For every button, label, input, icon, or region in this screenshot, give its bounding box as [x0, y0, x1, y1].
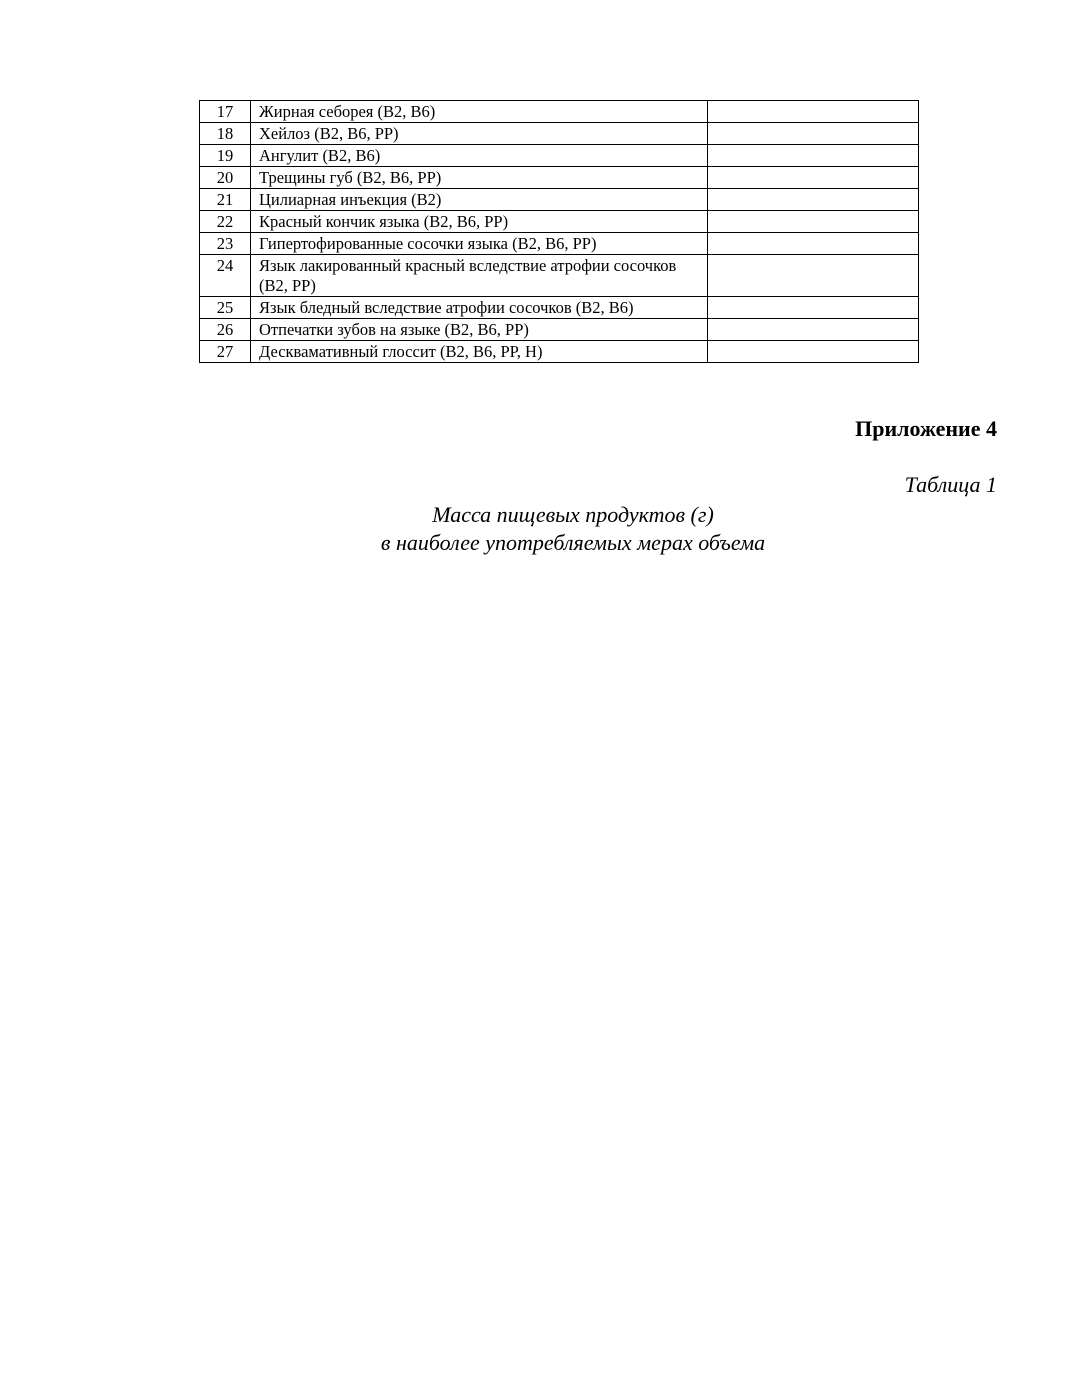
symptom-value-cell — [708, 255, 919, 297]
table-row — [200, 167, 919, 189]
row-number: 27 — [200, 341, 251, 363]
symptom-name: Ангулит (В2, В6) — [251, 145, 708, 167]
row-number: 25 — [200, 297, 251, 319]
table-row — [200, 123, 919, 145]
table-caption-line-2: в наиболее употребляемых мерах объема — [380, 530, 766, 555]
appendix-title: Приложение 4 — [855, 416, 997, 441]
table-row — [200, 189, 919, 211]
symptom-name: Цилиарная инъекция (В2) — [251, 189, 708, 211]
row-number: 17 — [200, 101, 251, 123]
symptom-name: Язык лакированный красный вследствие атрофии сосочков (В2, РР) — [251, 255, 708, 297]
symptom-name: Гипертофированные сосочки языка (В2, В6, РР) — [251, 233, 708, 255]
row-number: 19 — [200, 145, 251, 167]
row-number: 26 — [200, 319, 251, 341]
symptom-name: Десквамативный глоссит (В2, В6, РР, Н) — [251, 341, 708, 363]
symptom-value-cell — [708, 145, 919, 167]
symptoms-table-body — [200, 101, 919, 363]
table-row — [200, 101, 919, 123]
row-number: 18 — [200, 123, 251, 145]
symptom-value-cell — [708, 123, 919, 145]
symptom-name: Жирная себорея (В2, В6) — [251, 101, 708, 123]
symptom-name: Трещины губ (В2, В6, РР) — [251, 167, 708, 189]
row-number: 24 — [200, 255, 251, 297]
table-row — [200, 255, 919, 297]
table-row — [200, 145, 919, 167]
table-row — [200, 319, 919, 341]
symptoms-table-container — [199, 100, 918, 363]
symptoms-table — [199, 100, 919, 363]
symptom-value-cell — [708, 211, 919, 233]
row-number: 20 — [200, 167, 251, 189]
symptom-value-cell — [708, 297, 919, 319]
table-row — [200, 297, 919, 319]
row-number: 22 — [200, 211, 251, 233]
symptom-value-cell — [708, 319, 919, 341]
row-number: 21 — [200, 189, 251, 211]
symptom-name: Красный кончик языка (В2, В6, РР) — [251, 211, 708, 233]
symptom-value-cell — [708, 341, 919, 363]
symptom-name: Хейлоз (В2, В6, РР) — [251, 123, 708, 145]
table-caption-line-1: Масса пищевых продуктов (г) — [432, 502, 714, 527]
symptom-value-cell — [708, 189, 919, 211]
symptom-value-cell — [708, 233, 919, 255]
table-row — [200, 211, 919, 233]
symptom-value-cell — [708, 101, 919, 123]
row-number: 23 — [200, 233, 251, 255]
table-label: Таблица 1 — [904, 472, 997, 497]
symptom-name: Язык бледный вследствие атрофии сосочков (В2, В6) — [251, 297, 708, 319]
symptom-value-cell — [708, 167, 919, 189]
table-row — [200, 341, 919, 363]
table-row — [200, 233, 919, 255]
symptom-name: Отпечатки зубов на языке (В2, В6, РР) — [251, 319, 708, 341]
